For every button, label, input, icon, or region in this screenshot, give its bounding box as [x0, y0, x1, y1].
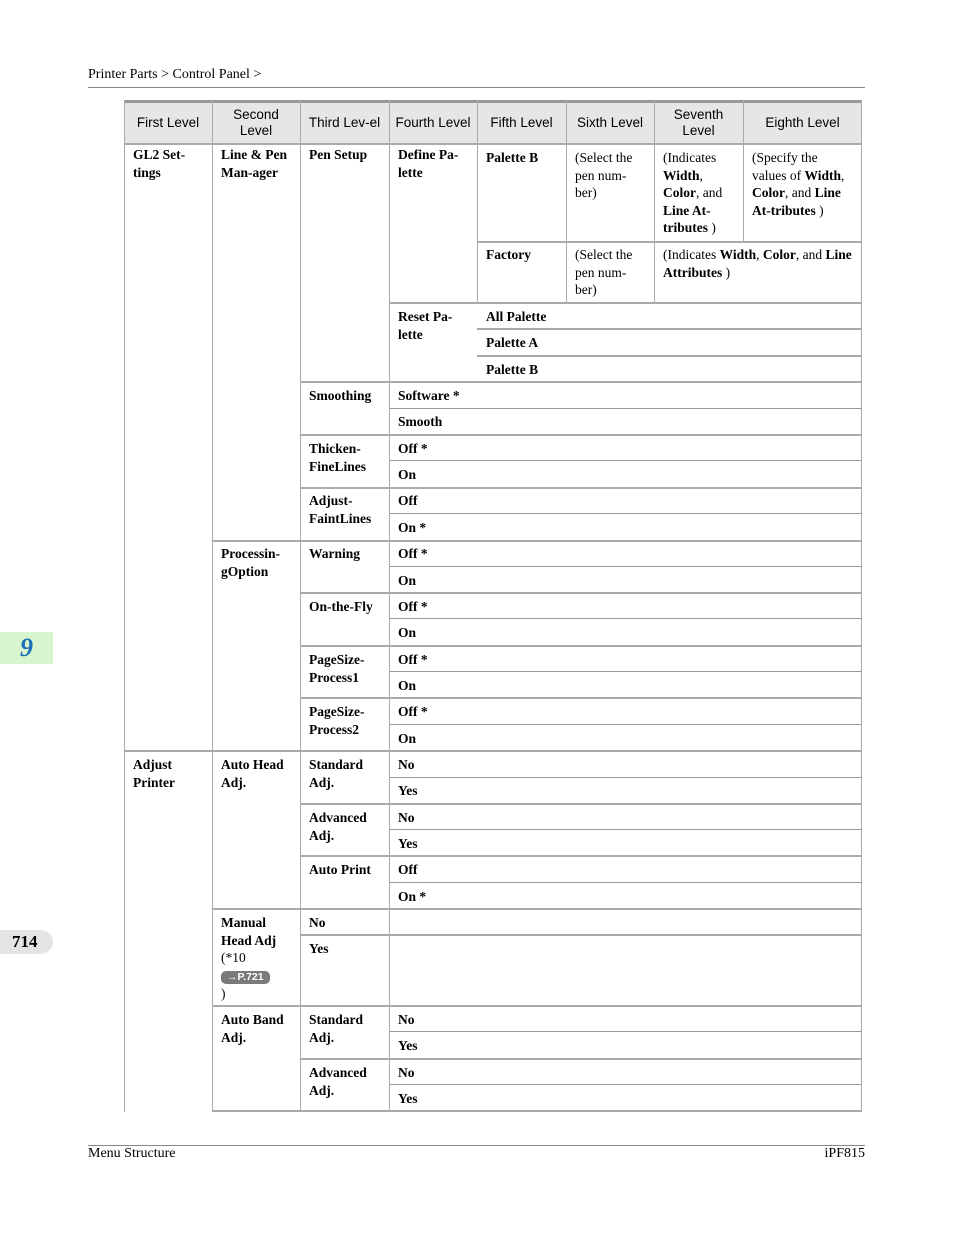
option-fly-on: On — [398, 625, 417, 640]
third-level-warning: Warning — [309, 546, 361, 561]
comma-text: , — [841, 167, 845, 183]
manual-head-yes: Yes — [309, 941, 329, 956]
width-term: Width — [719, 247, 757, 262]
third-level-band-standard-adj: Standard Adj. — [309, 1012, 364, 1045]
manual-head-adj-note-close: ) — [221, 985, 226, 1001]
third-level-pagesize-process2: PageSize-Process2 — [309, 704, 365, 737]
footer-section-title: Menu Structure — [88, 1146, 176, 1161]
manual-head-adj-note: (*10 — [221, 950, 246, 965]
color-term: Color — [752, 185, 785, 200]
option-adv-no: No — [398, 810, 415, 825]
second-level-auto-head-adj: Auto Head Adj. — [221, 757, 284, 790]
option-thicken-off: Off * — [398, 441, 428, 456]
and-text: and — [791, 185, 812, 200]
specify-text: (Specify the values of — [752, 150, 818, 183]
close-paren: ) — [725, 264, 731, 280]
close-paren: ) — [819, 202, 824, 218]
third-level-on-the-fly: On-the-Fly — [309, 599, 373, 614]
width-term: Width — [804, 167, 842, 183]
footer-model-name: iPF815 — [824, 1146, 865, 1161]
second-level-line-pen-manager: Line & Pen Man-ager — [221, 147, 287, 180]
option-ps2-off: Off * — [398, 704, 428, 719]
color-term: Color — [663, 185, 696, 200]
option-smoothing-smooth: Smooth — [398, 414, 443, 429]
color-term: Color — [762, 247, 796, 262]
fifth-level-palette-b-reset: Palette B — [486, 362, 539, 377]
line-attributes-term: Line At-tributes — [663, 202, 711, 235]
indicates-text: (Indicates — [663, 150, 717, 165]
footer-rule — [88, 1145, 865, 1146]
second-level-processing-option: Processin-gOption — [221, 546, 280, 579]
fifth-level-palette-a: Palette A — [486, 335, 539, 350]
option-band-adv-no: No — [398, 1065, 415, 1080]
option-fly-off: Off * — [398, 599, 428, 614]
fifth-level-all-palette: All Palette — [486, 309, 547, 324]
option-smoothing-software: Software * — [398, 388, 460, 403]
option-ps2-on: On — [398, 731, 417, 746]
option-autoprint-on: On * — [398, 889, 427, 904]
first-level-gl2-settings: GL2 Set-tings — [133, 147, 186, 180]
fourth-level-define-palette: Define Pa-lette — [398, 147, 459, 180]
fourth-level-reset-palette: Reset Pa-lette — [398, 309, 453, 342]
option-adv-yes: Yes — [398, 836, 418, 851]
col-header-seventh: Seventh Level — [654, 103, 743, 143]
fifth-level-factory: Factory — [486, 247, 531, 262]
option-warning-on: On — [398, 573, 417, 588]
third-level-pagesize-process1: PageSize-Process1 — [309, 652, 365, 685]
and-text: , and — [795, 247, 823, 262]
option-ps1-on: On — [398, 678, 417, 693]
option-thicken-on: On — [398, 467, 417, 482]
first-level-adjust-printer: Adjust Printer — [133, 757, 175, 790]
chapter-tab[interactable]: 9 — [0, 632, 53, 664]
option-faint-off: Off — [398, 493, 418, 508]
comma-text: , — [699, 167, 703, 183]
second-level-auto-band-adj: Auto Band Adj. — [221, 1012, 284, 1045]
sixth-level-select-pen-2: (Select the pen num-ber) — [575, 247, 633, 297]
manual-head-no: No — [309, 915, 326, 930]
third-level-thicken-fine-lines: Thicken-FineLines — [309, 441, 367, 474]
option-std-no: No — [398, 757, 415, 772]
option-ps1-off: Off * — [398, 652, 428, 667]
line-attributes-term: Line Attributes — [663, 247, 852, 280]
comma-text-2: , — [785, 185, 789, 200]
indicates-text: (Indicates — [663, 247, 717, 262]
seventh-level-indicates — [654, 146, 743, 240]
line-attributes-term: Line At-tributes — [752, 185, 841, 218]
manual-head-adj-label: Manual Head Adj — [221, 915, 277, 948]
option-std-yes: Yes — [398, 783, 418, 798]
eighth-level-specify — [743, 146, 862, 222]
fifth-level-palette-b: Palette B — [486, 150, 539, 165]
third-level-advanced-adj: Advanced Adj. — [309, 810, 367, 843]
col-header-second: Second Level — [212, 103, 300, 143]
third-level-pen-setup: Pen Setup — [309, 147, 368, 162]
close-paren: ) — [711, 220, 716, 235]
width-term: Width — [663, 167, 700, 183]
and-text: , and — [696, 185, 723, 200]
second-level-manual-head-adj — [212, 911, 300, 1005]
col-header-eighth: Eighth Level — [743, 103, 862, 143]
breadcrumb: Printer Parts > Control Panel > — [88, 67, 262, 82]
comma-text: , — [756, 247, 760, 262]
col-header-first: First Level — [124, 103, 212, 143]
third-level-band-advanced-adj: Advanced Adj. — [309, 1065, 367, 1098]
col-header-third: Third Lev-el — [300, 103, 389, 143]
factory-description — [654, 243, 862, 284]
option-band-adv-yes: Yes — [398, 1091, 418, 1106]
option-faint-on: On * — [398, 520, 427, 535]
third-level-standard-adj: Standard Adj. — [309, 757, 364, 790]
page-reference-link[interactable]: →P.721 — [221, 971, 270, 984]
option-warning-off: Off * — [398, 546, 428, 561]
col-header-fifth: Fifth Level — [477, 103, 566, 143]
option-band-std-yes: Yes — [398, 1038, 418, 1053]
option-band-std-no: No — [398, 1012, 415, 1027]
page-number-tab: 714 — [0, 930, 53, 954]
third-level-adjust-faint-lines: Adjust-FaintLines — [309, 493, 372, 526]
third-level-auto-print: Auto Print — [309, 862, 371, 877]
third-level-smoothing: Smoothing — [309, 388, 372, 403]
col-header-fourth: Fourth Level — [389, 103, 477, 143]
sixth-level-select-pen-1: (Select the pen num-ber) — [575, 150, 633, 200]
col-header-sixth: Sixth Level — [566, 103, 654, 143]
option-autoprint-off: Off — [398, 862, 418, 877]
